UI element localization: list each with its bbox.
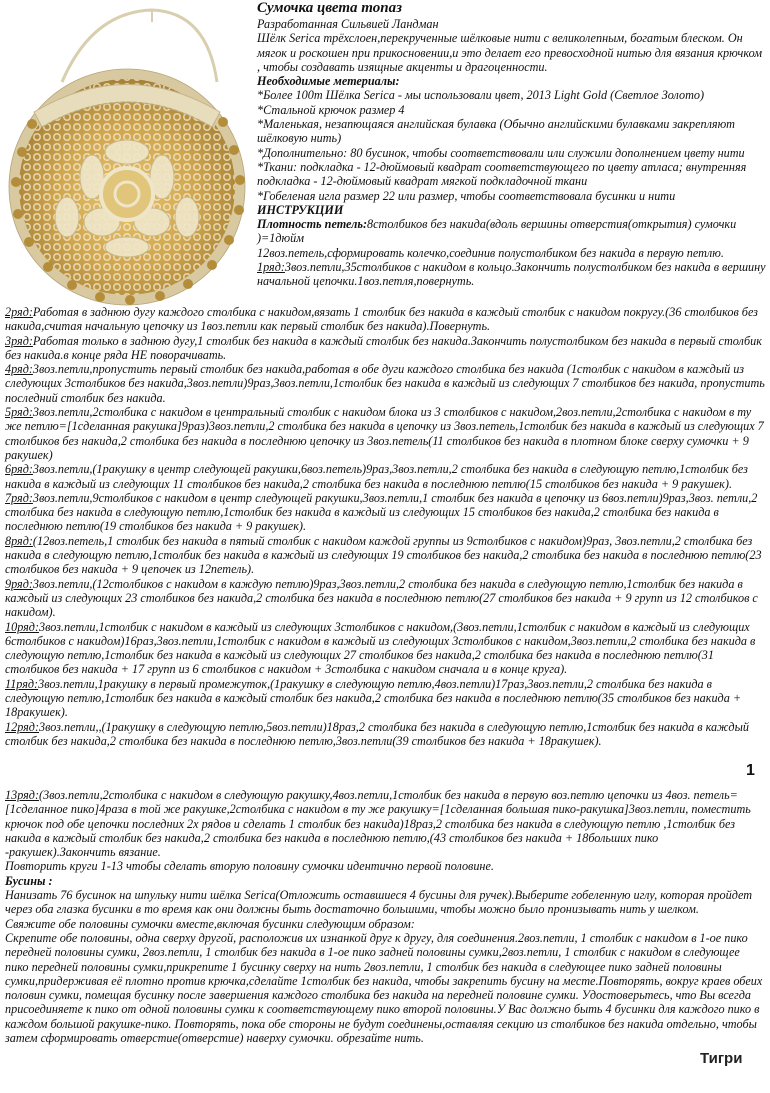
row-label: 9ряд: (5, 576, 33, 591)
materials-heading: Необходимые метериалы: (257, 74, 400, 89)
header-column (257, 0, 767, 289)
row-item (5, 577, 765, 620)
intro-paragraph: Шёлк Serica трёхслоен,перекрученные шёлковые нити с великолепным, богатым блеском. Он мягок и роскошен при прикосновении,и это делает его превосходной нитью для вязания крючком , чтобы создавать изящные акценты и драгоценности. (257, 31, 763, 74)
row-item (5, 720, 765, 749)
gauge-text: 8столбиков без накида(вдоль вершины отверстия(открытия) сумочки )=1дюйм (257, 217, 737, 246)
chain-line: 12воз.петель,сформировать колечко,соединив полустолбиком без накида в первую петлю. (257, 245, 724, 260)
material-item: *Дополнительно: 80 бусинок, чтобы соответствовали или служили дополнением цвету нити (257, 145, 745, 160)
row-label: 7ряд: (5, 490, 33, 505)
gauge-line (257, 217, 767, 246)
material-item: *Более 100m Шёлка Serica - мы использовали цвет, 2013 Light Gold (Светлое Золото) (257, 88, 705, 103)
row-label: 4ряд: (5, 362, 33, 377)
repeat-line: Повторить круги 1-13 чтобы сделать вторую половину сумочки идентично первой половине. (5, 859, 494, 874)
page-title: Сумочка цвета топаз (257, 0, 402, 16)
row-label: 2ряд: (5, 305, 33, 319)
row-item (257, 260, 767, 289)
material-item: *Стальной крючок размер 4 (257, 102, 405, 117)
row-text: 3воз.петли,(12столбиков с накидом в каждую петлю)9раз,3воз.петли,2 столбика без накида в следующую петлю,1столбик без накида в каждый из следующих 23 столбиков без накида,2 столбика без накида в последнюю петлю(27 столбиков без накида + 9 групп из 12 столбиков с накидом). (5, 576, 758, 620)
material-item: *Гобеленая игла размер 22 или размер, чтобы соответствовала бусинки и нити (257, 188, 676, 203)
row-label: 10ряд: (5, 619, 40, 634)
row-text: (12воз.петель,1 столбик без накида в пятый столбик с накидом каждой группы из 9столбиков с накидом)9раз, 3воз.петли,2 столбика без накида в следующую петлю,1столбик без накида в каждый из следующих 19 столбиков без накида,2 столбика без накида в последнюю петлю(23 столбиков без накида + 9 цепочек из 12петель). (5, 533, 762, 577)
row-text: Работая только в заднюю дугу,1 столбик без накида в каждый столбик без накида.Закончить полустолбиком без накида в первый столбик без накида.в конце ряда НЕ поворачивать. (5, 333, 762, 362)
row-item (5, 620, 765, 677)
row-label: 13ряд: (5, 788, 40, 802)
row-label: 11ряд: (5, 676, 39, 691)
row-text: 3воз.петли,1столбик с накидом в каждый из следующих 3столбиков с накидом,(3воз.петли,1столбик с накидом в каждый из следующих 6столбиков с накидом)16раз,3воз.петли,1столбик с накидом в каждый из следующих 3столбиков с накидом,3воз.петли,2 столбика без накида в следующую петлю,1столбик без накида в каждый из следующих 27 столбиков без накида,2 столбика без накида в последнюю петлю(31 столбиков без накида + 17 групп из 6 столбиков с накидом + 3столбика с накидом сначала и в конце круга). (5, 619, 756, 677)
rows-block-2 (5, 788, 765, 1045)
gauge-label: Плотность петель: (257, 217, 368, 232)
row-label: 3ряд: (5, 333, 33, 348)
row-item (5, 405, 765, 462)
beads-paragraph: Нанизать 76 бусинок на шпульку нити шёлка Serica(Отложить оставшиеся 4 бусины для ручек).Выберите гобеленную иглу, которая пройдет через оба глазка бусинки в то время как они должны быть достаточно большими, чтобы можно было пронизывать нить у шелком. (5, 888, 753, 917)
row-text: 3воз.петли,,(1ракушку в следующую петлю,5воз.петли)18раз,2 столбика без накида в следующую петлю,1столбик без накида в каждый столбик без накида,2 столбика без накида в последнюю петлю,3воз.петли(39 столбиков без накида + 18ракушек). (5, 719, 749, 748)
material-item: *Ткани: подкладка - 12-дюймовый квадрат соответствующего по цвету атласа; внутренняя подкладка - 12-дюймовый квадрат мягкой подкладочной ткани (257, 159, 747, 189)
row-label: 12ряд: (5, 719, 40, 734)
row-text: 3воз.петли,(1ракушку в центр следующей ракушки,6воз.петель)9раз,3воз.петли,2 столбика без накида в следующую петлю,1столбик без накида в каждый из следующих 11 столбиков без накида,2 столбика без накида в последнюю петлю(15 столбиков без накида + 9 ракушек). (5, 462, 748, 491)
page-number: 1 (746, 762, 755, 779)
rows-block-1 (5, 305, 765, 748)
row-label: 1ряд: (257, 260, 285, 275)
bag-illustration (2, 2, 252, 307)
row-item (5, 788, 765, 859)
row-label: 8ряд: (5, 533, 33, 548)
row-label: 6ряд: (5, 462, 33, 477)
join-paragraph: Скрепите обе половины, одна сверху другой, расположив их изнанкой друг к другу, для соединения.2воз.петли, 1 столбик с накидом в 1-ое пико передней половины сумки, 2воз.петли, 1 столбик без накида в 1-ое пико задней половины сумки,2воз.петли, 1 столбик с накидом в следующее пико передней половины сумки,прикрепите 1 бусинку сверху на нить 2воз.петли, 1 столбик без накида в следующее пико задней половины сумки,придерживая её плотно против крючка,сделайте 1столбик без накида, чтобы закрепить бусину на месте.Повторять, вокруг краев обеих половин сумки, помещая бусинку после завершения каждого столбика без накида на передней половине сумки. Удостоверьтесь, что Вы всегда присоединяете к пико от одной половины сумки к соответствующему пико второй половины.У Вас должно быть 4 бусинки для каждого пико в каждом большой ракушке-пико. Повторять, пока обе стороны не будут соединены,оставляя секцию из столбиков без накида отдельно, чтобы затем сформировать отверстие(отверстие) наверху сумочки. обрезайте нить. (5, 930, 763, 1046)
row-item (5, 305, 765, 334)
join-heading: Свяжите обе половины сумочки вместе,включая бусинки следующим образом: (5, 916, 415, 931)
row-label: 5ряд: (5, 405, 33, 420)
row-text: 3воз.петли,1ракушку в первый промежуток,(1ракушку в следующую петлю,4воз.петли)17раз,3воз.петли,2 столбика без накида в следующую петлю,1столбик без накида в каждый столбик без накида,2 столбика без накида в последнюю петлю(35 столбиков без накида + 18ракушек). (5, 676, 742, 720)
beads-heading: Бусины : (5, 873, 53, 888)
row-text: (3воз.петли,2столбика с накидом в следующую ракушку,4воз.петли,1столбик без накида в первую воз.петлю цепочки из 4воз. петель=[1сделанное пико]4раза в той же ракушке,2столбика с накидом в ту же ракушку=[1сделанная большая пико-ракушка]3воз.петли, поместить крючок под обе цепочки последних 2х рядов и сделать 1 столбик без накида)18раз,2 столбика без накида в следующую петлю ,1столбик без накида в каждый столбик без накида,2 столбика без накида в последнюю петлю,(43 столбиков без накида + 18больших пико -ракушек).Закончить вязание. (5, 788, 751, 860)
row-text: 3воз.петли,пропустить первый столбик без накида,работая в обе дуги каждого столбика без накида (1столбик с накидом в каждый из следующих 3столбиков без накида,3воз.петли)9раз,3воз.петли,1столбик без накида в каждый из следующих 7 столбиков без накида, пропустить последний столбик без накида. (5, 362, 765, 405)
row-item (5, 491, 765, 534)
row-text: 3воз.петли,2столбика с накидом в центральный столбик с накидом блока из 3 столбиков с накидом,2воз.петли,2столбика с накидом в ту же петлю=[1сделанная ракушка]9раз)3воз.петли,2 столбика без накида в цепочку из 3воз.петель,1столбик без накида в каждый из следующих 7 столбиков без накида,2 столбика без накида в последнюю цепочку из 3воз.петель(11 столбиков без накида в плотном блоке сверху сумочки + 9 ракушек) (5, 405, 764, 462)
bag-photo (2, 2, 252, 307)
watermark: Тигри (700, 1050, 743, 1067)
row-text: 3воз.петли,35столбиков с накидом в кольцо.Закончить полустолбиком без накида в вершину начальной цепочки.1воз.петля,повернуть. (257, 260, 766, 289)
author-line: Разработанная Сильвией Ландман (257, 17, 439, 31)
row-item (5, 677, 765, 720)
instructions-heading: ИНСТРУКЦИИ (257, 202, 344, 217)
row-item (5, 334, 765, 363)
row-item (5, 534, 765, 577)
row-item (5, 362, 765, 405)
row-item (5, 462, 765, 491)
row-text: 3воз.петли,9столбиков с накидом в центр следующей ракушки,3воз.петли,1 столбик без накида в цепочку из 6воз.петли)9раз,3воз. петли,2 столбика без накида в следующую петлю,1столбик без накида в каждый из следующих 15 столбиков без накида,2 столбика без накида в последнюю петлю(19 столбиков без накида + 9 ракушек). (5, 490, 758, 534)
row-text: Работая в заднюю дугу каждого столбика с накидом,вязать 1 столбик без накида в каждый столбик с накидом покругу.(36 столбиков без накида,считая начальную цепочку из 1воз.петли как первый столбик без накида).Повернуть. (5, 305, 758, 334)
material-item: *Маленькая, незапющаяся английская булавка (Обычно английскими булавками закрепляют шёлковую нить) (257, 117, 735, 146)
